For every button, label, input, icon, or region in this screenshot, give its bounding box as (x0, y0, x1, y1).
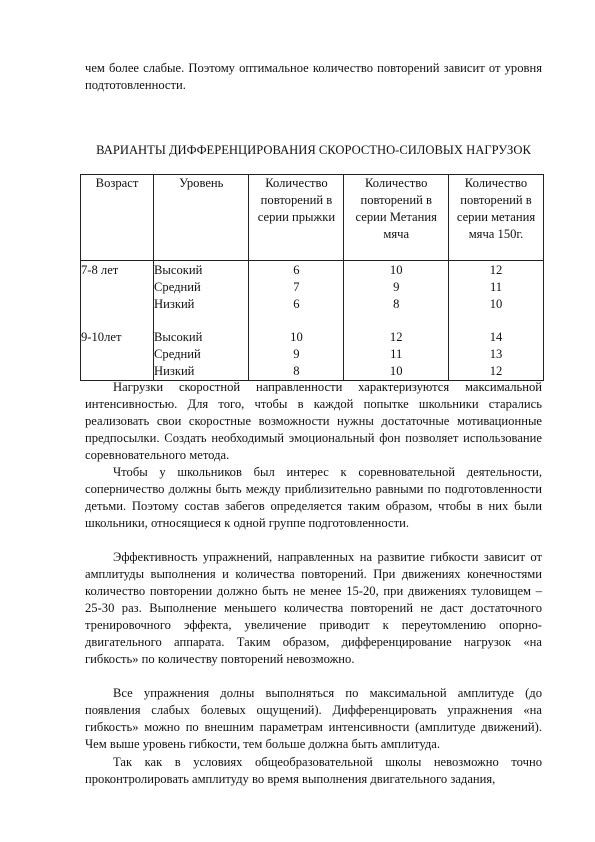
throws-150g-cell: 10 (489, 297, 503, 311)
table-title: ВАРИАНТЫ ДИФФЕРЕНЦИРОВАНИЯ СКОРОСТНО-СИЛОВЫХ НАГРУЗОК (96, 143, 531, 157)
paragraph-amplitude: Все упражнения долны выполняться по максимальной амплитуде (до появления слабых болевых ощущений). Дифференцировать упражнения «на гибкость» можно по внешним параметрам интенсивности (амплитуде движений). Чем выше уровень гибкости, тем больше должна быть амплитуда. (85, 686, 542, 751)
paragraph-speed-loads: Нагрузки скоростной направленности характеризуются максимальной интенсивностью. Для того, чтобы в каждой попытке школьники старались реализовать свои скоростные возможности нужны достаточные мотивационные предпосылки. Создать необходимый эмоциональный фон позволяет использование соревновательного метода. (85, 380, 542, 462)
age-group-1: 7-8 лет (81, 263, 119, 277)
throws-cell: 12 (389, 330, 403, 344)
header-level: Уровень (154, 175, 249, 261)
throws-column (344, 261, 449, 381)
level-cell: Низкий (154, 364, 195, 378)
jumps-column (249, 261, 344, 381)
throws-150g-cell: 12 (489, 263, 503, 277)
table-body-row (81, 261, 544, 381)
level-column (154, 261, 249, 381)
paragraph-school-conditions: Так как в условиях общеобразовательной школы невозможно точно проконтролировать амплитуду во время выполнения двигательного задания, (85, 755, 542, 786)
throws-cell: 8 (393, 297, 400, 311)
throws-cell: 11 (390, 347, 403, 361)
throws-150g-cell: 13 (489, 347, 503, 361)
age-group-2: 9-10лет (81, 330, 122, 344)
age-column (81, 261, 154, 381)
throws-cell: 9 (393, 280, 400, 294)
paragraph-competition: Чтобы у школьников был интерес к соревновательной деятельности, соперничество должны быть между приблизительно равными по подготовленности детьми. Поэтому состав забегов определяется таким образом, чтобы в них были школьники, относящиеся к одной группе подготовленности. (85, 465, 542, 530)
level-cell: Высокий (154, 330, 203, 344)
jumps-cell: 9 (293, 347, 300, 361)
paragraph-flexibility: Эффективность упражнений, направленных на развитие гибкости зависит от амплитуды выполнения и количества повторений. При движениях конечностями количество повторении должно быть не менее 15-20, при движениях туловищем – 25-30 раз. Выполнение меньшего количества повторений не даст достаточного тренировочного эффекта, увеличение приводит к переутомлению опорно-двигательного аппарата. Таким образом, дифференцирование нагрузок «на гибкость» по количеству повторений невозможно. (85, 550, 542, 666)
header-age: Возраст (81, 175, 154, 261)
loads-table (80, 174, 544, 381)
throws-cell: 10 (389, 263, 403, 277)
jumps-cell: 7 (293, 280, 300, 294)
throws-cell: 10 (389, 364, 403, 378)
level-cell: Низкий (154, 297, 195, 311)
header-jumps: Количество повторений в серии прыжки (249, 175, 344, 261)
jumps-cell: 6 (293, 263, 300, 277)
jumps-cell: 6 (293, 297, 300, 311)
jumps-cell: 8 (293, 364, 300, 378)
level-cell: Высокий (154, 263, 203, 277)
level-cell: Средний (154, 280, 201, 294)
header-throws: Количество повторений в серии Метания мяча (344, 175, 449, 261)
level-cell: Средний (154, 347, 201, 361)
jumps-cell: 10 (290, 330, 303, 344)
header-throws-150g: Количество повторений в серии метания мяча 150г. (449, 175, 544, 261)
throws-150g-cell: 11 (489, 280, 503, 294)
table-header-row (81, 175, 544, 261)
throws-150g-cell: 12 (489, 364, 503, 378)
throws-150g-column (449, 261, 544, 381)
throws-150g-cell: 14 (489, 330, 503, 344)
intro-paragraph: чем более слабые. Поэтому оптимальное количество повторений зависит от уровня подтотовленности. (85, 61, 542, 92)
